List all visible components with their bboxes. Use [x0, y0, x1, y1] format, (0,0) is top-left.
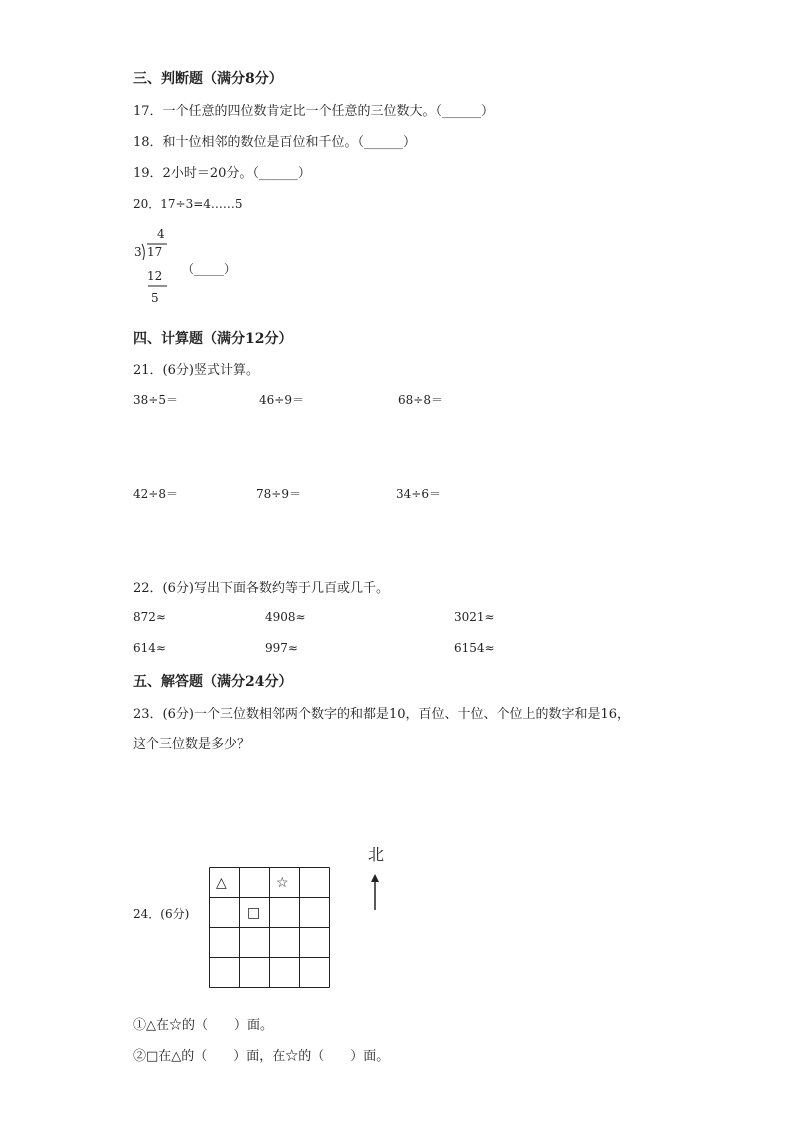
question-18: 18．和十位相邻的数位是百位和千位。（______） [133, 135, 417, 150]
question-24-a: ①△在☆的（ ）面。 [133, 1018, 273, 1033]
approx-5: 997≈ [265, 641, 298, 655]
question-24-label: 24．(6分) [133, 907, 190, 921]
calc-6: 34÷6＝ [396, 487, 441, 501]
calc-1: 38÷5＝ [133, 393, 178, 407]
division-product: 12 [147, 269, 163, 283]
division-remainder: 5 [151, 291, 159, 305]
question-23-line-2: 这个三位数是多少？ [133, 737, 251, 752]
question-21: 21．(6分)竖式计算。 [133, 363, 259, 378]
section-5-title: 五、解答题（满分24分） [133, 674, 293, 690]
approx-2: 4908≈ [265, 610, 306, 624]
square-icon: □ [247, 905, 261, 921]
approx-4: 614≈ [133, 641, 166, 655]
question-22: 22．(6分)写出下面各数约等于几百或几千。 [133, 581, 389, 596]
question-20: 20．17÷3=4……5 [133, 197, 243, 211]
north-label: 北 [368, 845, 385, 864]
long-division [130, 226, 190, 312]
calc-3: 68÷8＝ [398, 393, 443, 407]
division-divisor: 3 [134, 245, 142, 259]
north-arrow-icon [368, 874, 382, 912]
section-4-title: 四、计算题（满分12分） [133, 331, 293, 347]
approx-6: 6154≈ [454, 641, 495, 655]
calc-5: 78÷9＝ [256, 487, 301, 501]
approx-1: 872≈ [133, 610, 166, 624]
question-23-line-1: 23．(6分)一个三位数相邻两个数字的和都是10，百位、十位、个位上的数字和是16， [133, 707, 631, 722]
approx-3: 3021≈ [454, 610, 495, 624]
triangle-icon: △ [216, 875, 227, 891]
grid-lines [209, 867, 330, 988]
calc-2: 46÷9＝ [259, 393, 304, 407]
question-24-b: ②□在△的（ ）面，在☆的（ ）面。 [133, 1049, 390, 1064]
direction-grid [209, 867, 329, 987]
question-19: 19．2小时＝20分。（______） [133, 166, 311, 181]
question-20-answer-blank[interactable]: （_____） [182, 262, 237, 276]
section-3-title: 三、判断题（满分8分） [133, 71, 283, 87]
question-17: 17．一个任意的四位数肯定比一个任意的三位数大。（______） [133, 104, 495, 119]
division-quotient: 4 [157, 227, 165, 241]
calc-4: 42÷8＝ [133, 487, 178, 501]
division-dividend: 17 [147, 245, 163, 259]
star-icon: ☆ [276, 875, 289, 891]
